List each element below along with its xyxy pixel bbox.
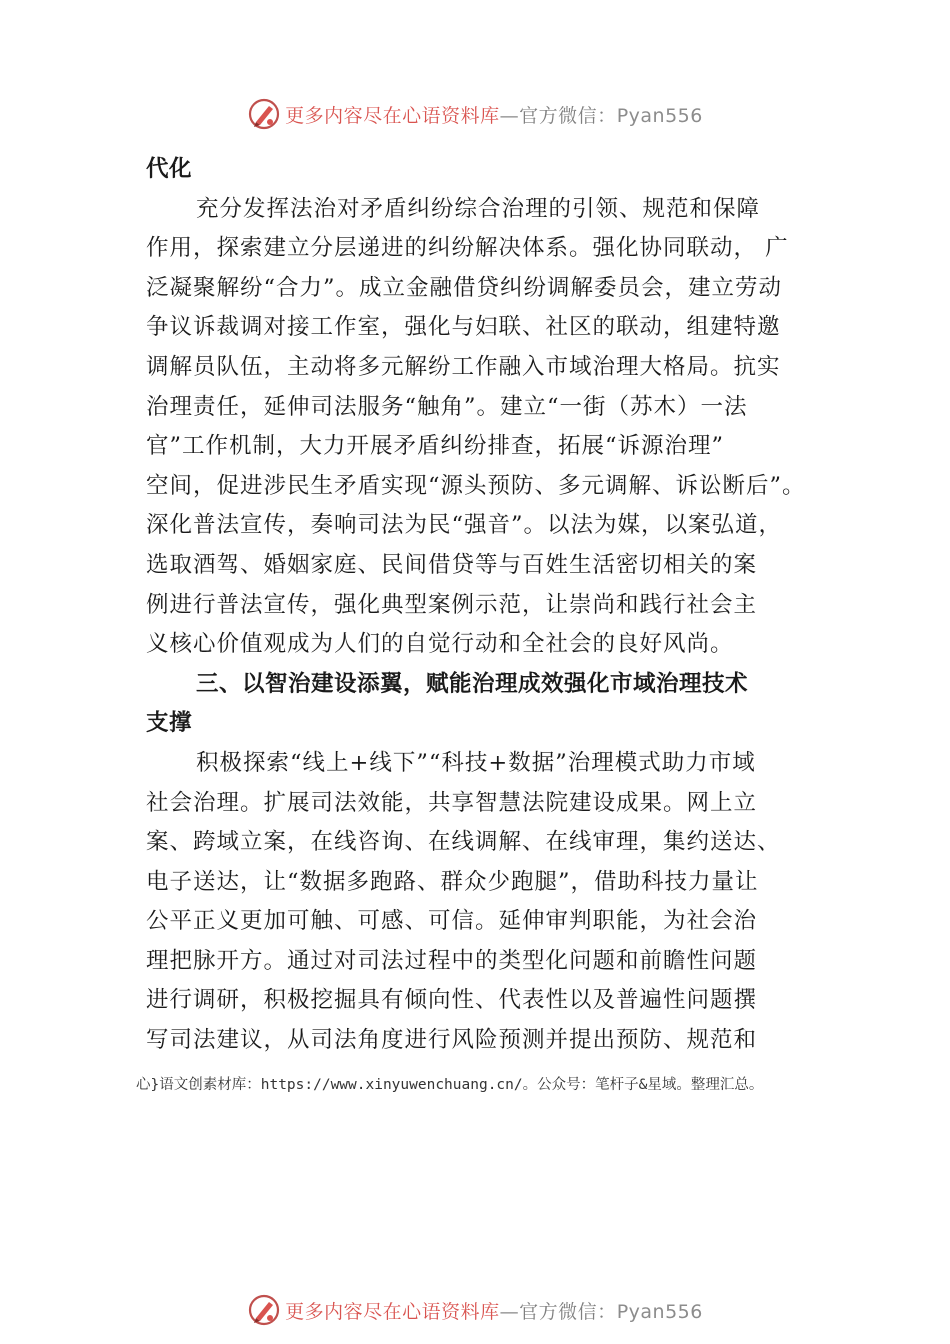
source-footnote: 心}语文创素材库：https://www.xinyuwenchuang.cn/。公众号：笔杆子&星域。整理汇总。 [136,1077,764,1093]
banner-wechat-id: Pyan556 [616,1300,703,1323]
document-body [146,150,826,1061]
paragraph-line: 充分发挥法治对矛盾纠纷综合治理的引领、规范和保障 [196,195,761,222]
banner-wechat-id: Pyan556 [616,104,703,127]
paragraph-line: 积极探索“线上+线下”“科技+数据”治理模式助力市域 [196,749,756,776]
paragraph-line: 调解员队伍，主动将多元解纷工作融入市域治理大格局。抗实 [146,353,781,380]
paragraph-line: 写司法建议，从司法角度进行风险预测并提出预防、规范和 [146,1027,758,1054]
header-banner [0,94,950,134]
section-heading: 三、以智治建设添翼，赋能治理成效强化市域治理技术 [196,670,749,697]
heading-line: 代化 [146,156,193,182]
pen-logo-icon [247,1293,281,1327]
paragraph-line: 理把脉开方。通过对司法过程中的类型化问题和前瞻性问题 [146,947,758,974]
paragraph-line: 案、跨域立案，在线咨询、在线调解、在线审理，集约送达、 [146,829,781,856]
paragraph-line: 治理责任，延伸司法服务“触角”。建立“一街（苏木）一法 [146,393,748,420]
footer-banner [0,1290,950,1330]
banner-dash: — [499,104,520,127]
paragraph-line: 义核心价值观成为人们的自觉行动和全社会的良好风尚。 [146,631,734,658]
banner-wechat-label: 官方微信： [519,104,617,127]
paragraph-line: 社会治理。扩展司法效能，共享智慧法院建设成果。网上立 [146,789,758,816]
banner-dash: — [499,1300,520,1323]
paragraph-line: 公平正义更加可触、可感、可信。延伸审判职能，为社会治 [146,908,758,935]
paragraph-line: 进行调研，积极挖掘具有倾向性、代表性以及普遍性问题撰 [146,987,758,1014]
paragraph-line: 作用，探索建立分层递进的纠纷解决体系。强化协同联动， 广 [146,235,789,262]
banner-brand: 更多内容尽在心语资料库 [285,104,500,127]
pen-logo-icon [247,97,281,131]
paragraph-line: 空间，促进涉民生矛盾实现“源头预防、多元调解、诉讼断后”。 [146,472,806,499]
paragraph-line: 例进行普法宣传，强化典型案例示范，让崇尚和践行社会主 [146,591,758,618]
banner-wechat-label: 官方微信： [519,1300,617,1323]
paragraph-line: 选取酒驾、婚姻家庭、民间借贷等与百姓生活密切相关的案 [146,551,758,578]
paragraph-line: 电子送达，让“数据多跑路、群众少跑腿”，借助科技力量让 [146,868,759,895]
banner-brand: 更多内容尽在心语资料库 [285,1300,500,1323]
banner-text [285,1297,703,1324]
paragraph-line: 深化普法宣传，奏响司法为民“强音”。以法为媒，以案弘道， [146,512,783,539]
paragraph-line: 官”工作机制，大力开展矛盾纠纷排查，拓展“诉源治理” [146,433,725,460]
section-heading-continued: 支撑 [146,710,193,737]
banner-text [285,101,703,128]
paragraph-line: 泛凝聚解纷“合力”。成立金融借贷纠纷调解委员会，建立劳动 [146,274,783,301]
paragraph-line: 争议诉裁调对接工作室，强化与妇联、社区的联动，组建特邀 [146,314,781,341]
